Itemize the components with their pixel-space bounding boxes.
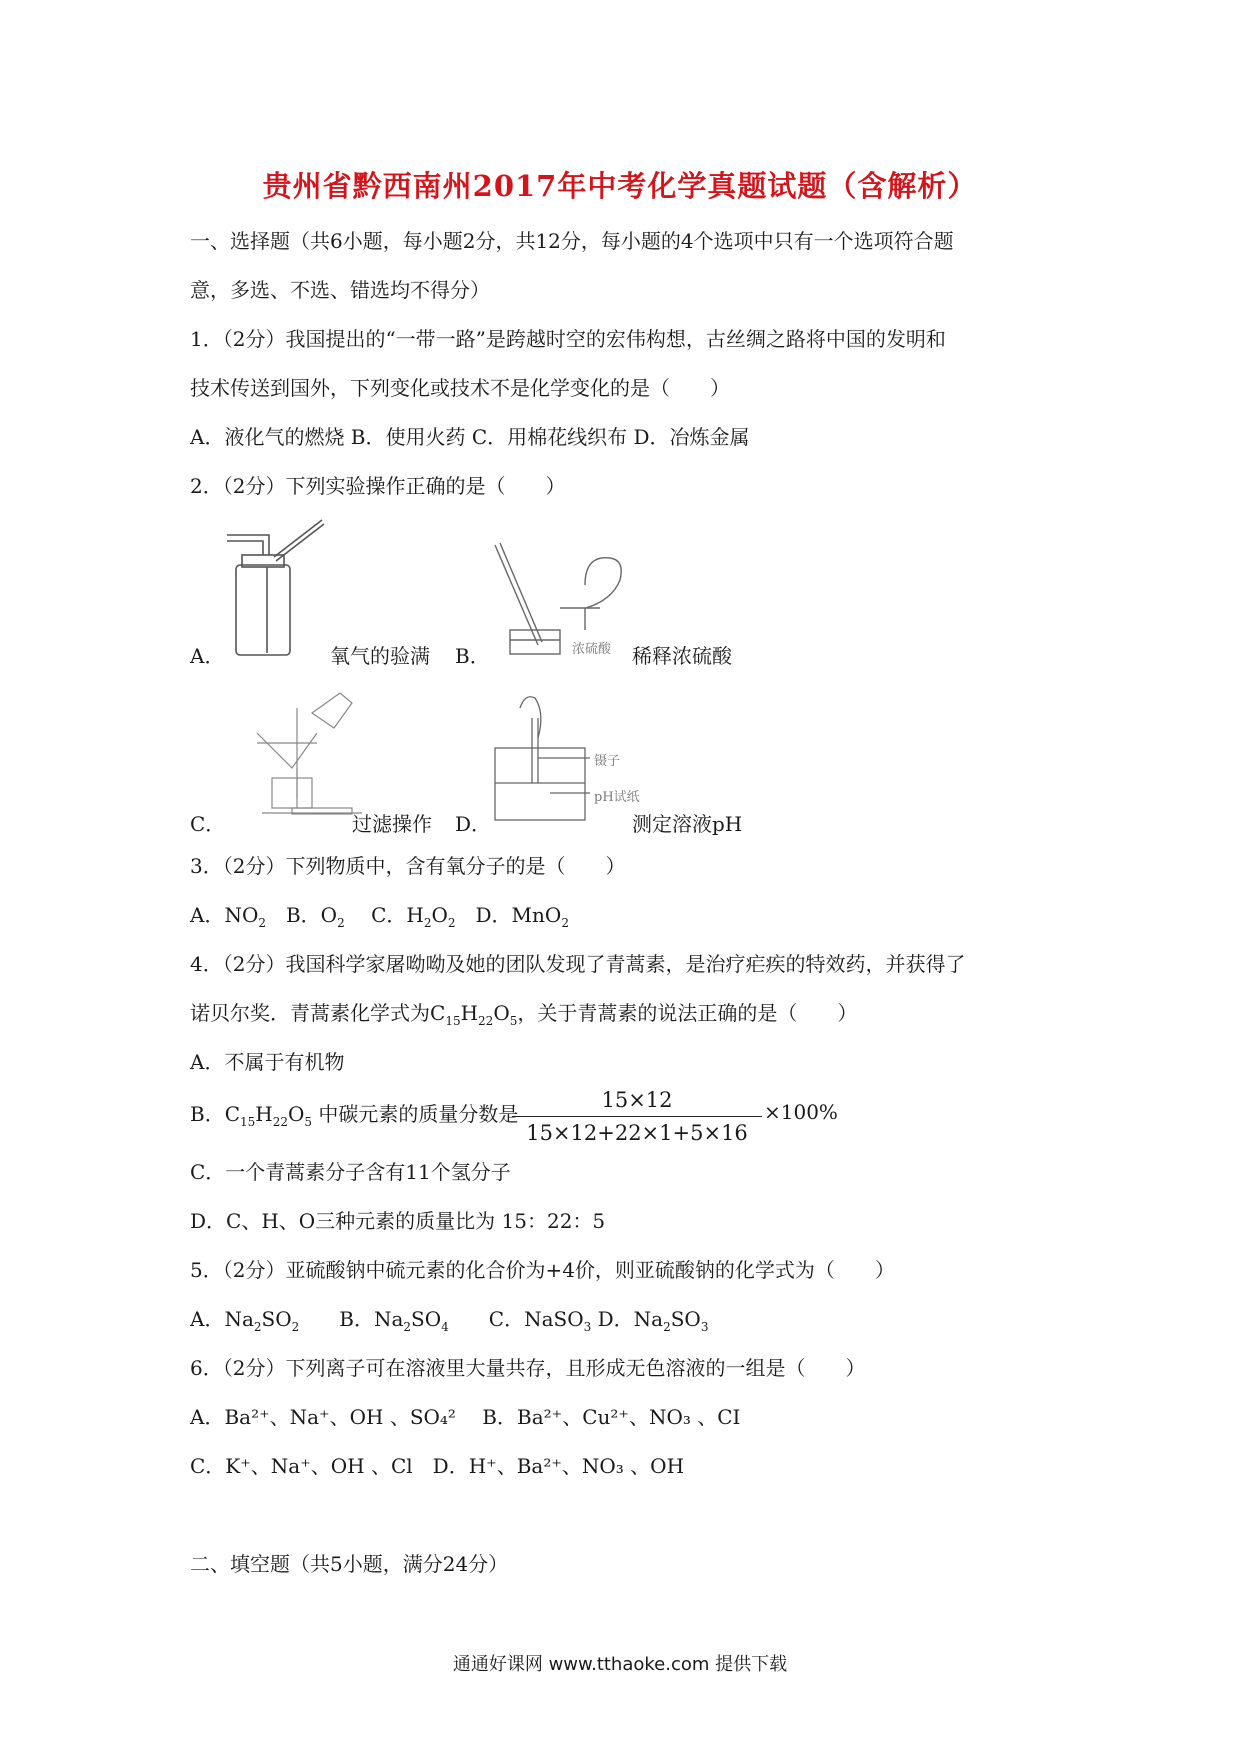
- q2-option-a-text: 氧气的验满: [330, 644, 430, 668]
- q2-option-b-letter: B．: [455, 644, 490, 668]
- q4-stem-line2: 诺贝尔奖．青蒿素化学式为$C_{15}H_{22}O_5$，关于青蒿素的说法正确的是（ ）: [190, 1001, 858, 1028]
- section1-heading-line2: 意，多选、不选、错选均不得分）: [190, 278, 490, 302]
- ph-figure-label-tweezers: 镊子: [594, 754, 621, 769]
- q2-option-d-text: 测定溶液pH: [632, 812, 743, 836]
- q2-stem: 2．（2分）下列实验操作正确的是（ ）: [190, 474, 566, 498]
- q1-stem-line1: 1．（2分）我国提出的“一带一路”是跨越时空的宏伟构想，古丝绸之路将中国的发明和: [190, 327, 946, 351]
- q1-options: A．液化气的燃烧 B．使用火药 C．用棉花线织布 D．冶炼金属: [190, 425, 750, 449]
- q2-option-c-text: 过滤操作: [352, 812, 432, 836]
- q4-option-d: D．C、H、O三种元素的质量比为 15：22：5: [190, 1209, 606, 1233]
- filtration-figure: [222, 688, 372, 818]
- fraction-numerator: 15×12: [601, 1088, 673, 1112]
- section1-heading-line1: 一、选择题（共6小题，每小题2分，共12分，每小题的4个选项中只有一个选项符合题: [190, 229, 954, 253]
- fraction-multiplier: ×100%: [764, 1100, 838, 1124]
- section2-heading: 二、填空题（共5小题，满分24分）: [190, 1552, 509, 1576]
- page-footer: 通通好课网 www.tthaoke.com 提供下载: [452, 1654, 788, 1675]
- fraction-bar: [512, 1116, 762, 1117]
- q6-options-cd: C．K⁺、Na⁺、OH 、Cl D．H⁺、Ba²⁺、NO₃ 、OH: [190, 1454, 685, 1478]
- q4-stem-line1: 4．（2分）我国科学家屠呦呦及她的团队发现了青蒿素，是治疗疟疾的特效药，并获得了: [190, 952, 966, 976]
- oxygen-test-figure: [222, 515, 332, 660]
- q4-option-a: A．不属于有机物: [190, 1050, 345, 1074]
- q3-stem: 3．（2分）下列物质中，含有氧分子的是（ ）: [190, 854, 626, 878]
- ph-figure-label-paper: pH试纸: [594, 790, 640, 805]
- q3-options: A．$NO_2$ B．$O_2$ C．$H_2O_2$ D．MnO$_2$: [190, 903, 569, 930]
- q2-option-a-letter: A．: [190, 644, 225, 668]
- q1-stem-line2: 技术传送到国外，下列变化或技术不是化学变化的是（ ）: [190, 376, 730, 400]
- q5-options: A．$Na_2SO_2$ B．$Na_2SO_4$ C．NaSO$_3$ D．$Na_2SO_3$: [190, 1307, 709, 1334]
- q4-option-b: B．$C_{15}H_{22}O_5$ 中碳元素的质量分数是: [190, 1102, 519, 1129]
- q6-options-ab: A．Ba²⁺、Na⁺、OH 、SO₄² B．Ba²⁺、Cu²⁺、NO₃ 、CI: [190, 1405, 741, 1429]
- carbon-mass-fraction: [512, 1086, 762, 1147]
- q2-option-b-text: 稀释浓硫酸: [632, 644, 732, 668]
- q2-option-c-letter: C．: [190, 812, 226, 836]
- fraction-denominator: 15×12+22×1+5×16: [526, 1121, 748, 1145]
- document-title: 贵州省黔西南州2017年中考化学真题试题（含解析）: [262, 169, 978, 203]
- dilution-figure-label: 浓硫酸: [572, 642, 612, 657]
- q5-stem: 5．（2分）亚硫酸钠中硫元素的化合价为+4价，则亚硫酸钠的化学式为（ ）: [190, 1258, 895, 1282]
- q4-option-c: C．一个青蒿素分子含有11个氢分子: [190, 1160, 511, 1184]
- q2-option-d-letter: D．: [455, 812, 492, 836]
- q6-stem: 6．（2分）下列离子可在溶液里大量共存，且形成无色溶液的一组是（ ）: [190, 1356, 866, 1380]
